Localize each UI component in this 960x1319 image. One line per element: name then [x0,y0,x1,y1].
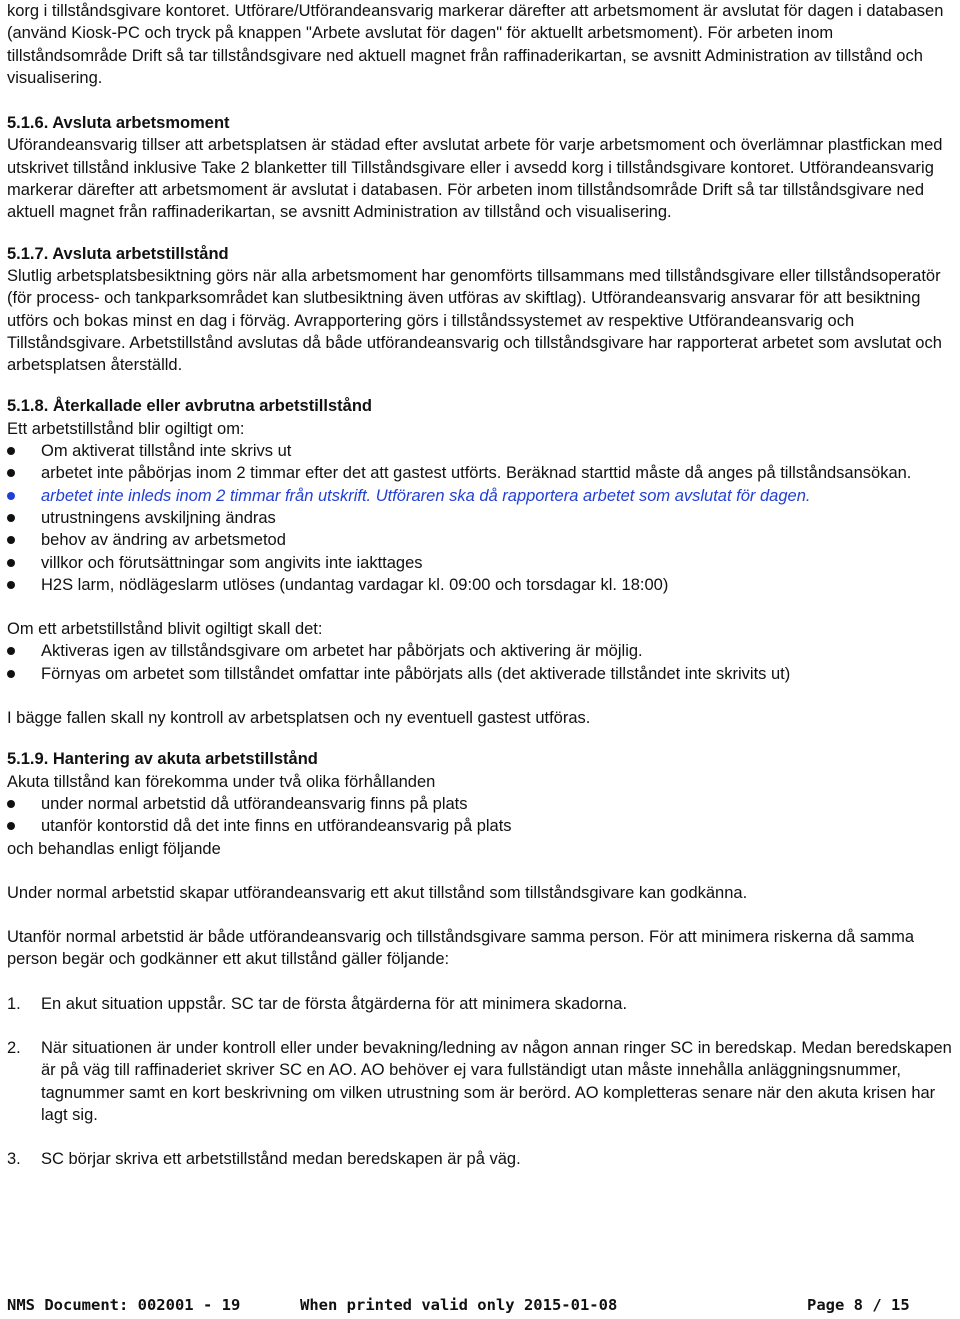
list-item: villkor och förutsättningar som angivits inte iakttages [7,552,957,574]
document-page [7,0,957,1170]
list-item: utanför kontorstid då det inte finns en utförandeansvarig på plats [7,815,957,837]
section-lead-519: Akuta tillstånd kan förekomma under två olika förhållanden [7,772,436,791]
section-lead2-518: Om ett arbetstillstånd blivit ogiltigt skall det: [7,620,323,639]
acute-steps-list [7,993,957,1171]
list-item: Förnyas om arbetet som tillståndet omfattar inte påbörjats alls (det aktiverade tillståndet inte skrivits ut) [7,663,957,685]
item-text: SC börjar skriva ett arbetstillstånd medan beredskapen är på väg. [41,1150,521,1169]
footer-document-id: NMS Document: 002001 - 19 [7,1296,241,1314]
list-item: Om aktiverat tillstånd inte skrivs ut [7,440,957,462]
section-closing-518: I bägge fallen skall ny kontroll av arbetsplatsen och ny eventuell gastest utföras. [7,709,591,728]
section-body-516: Uförandeansvarig tillser att arbetsplatsen är städad efter avslutat arbete för varje arbetsmoment och överlämnar plastfickan med utskrivet tillstånd inklusive Take 2 blanketter till Tillståndsgivare eller i avsedd korg i tillståndsgivare kontoret. Utförandeansvarig markerar därefter att arbetsmoment är avslutat i databasen. För arbeten inom tillståndsområde Drift så tar tillståndsgivare ned aktuell magnet från raffinaderikartan, se avsnitt Administration av tillstånd och visualisering. [7,136,943,222]
list-item: behov av ändring av arbetsmetod [7,529,957,551]
section-heading-518: 5.1.8. Återkallade eller avbrutna arbetstillstånd [7,397,372,416]
intro-paragraph: korg i tillståndsgivare kontoret. Utförare/Utförandeansvarig markerar därefter att arbetsmoment är avslutat för dagen i databasen (använd Kiosk-PC och tryck på knappen "Arbete avslutat för dagen" för aktuellt arbetsmoment). För arbeten inom tillståndsområde Drift så tar tillståndsgivare ned aktuell magnet från raffinaderikartan, se avsnitt Administration av tillstånd och visualisering. [7,2,944,87]
footer-page-number: Page 8 / 15 [807,1296,910,1314]
numbered-item [7,1148,957,1170]
list-item: Aktiveras igen av tillståndsgivare om arbetet har påbörjats och aktivering är möjlig. [7,640,957,662]
invalid-actions-list [7,640,957,685]
section-p2-519: Utanför normal arbetstid är både utförandeansvarig och tillståndsgivare samma person. För att minimera riskerna då samma person begär och godkänner ett akut tillstånd gäller följande: [7,928,914,969]
section-p1-519: Under normal arbetstid skapar utförandeansvarig ett akut tillstånd som tillståndsgivare kan godkänna. [7,883,748,902]
list-item: utrustningens avskiljning ändras [7,507,957,529]
section-heading-516: 5.1.6. Avsluta arbetsmoment [7,114,230,133]
section-after-519: och behandlas enligt följande [7,839,221,858]
list-item-highlighted: arbetet inte inleds inom 2 timmar från utskrift. Utföraren ska då rapportera arbetet som avslutat för dagen. [7,485,957,507]
section-heading-517: 5.1.7. Avsluta arbetstillstånd [7,244,229,263]
section-heading-519: 5.1.9. Hantering av akuta arbetstillstånd [7,750,318,769]
numbered-item [7,1037,957,1126]
footer-print-validity: When printed valid only 2015-01-08 [300,1296,618,1314]
list-item: H2S larm, nödlägeslarm utlöses (undantag vardagar kl. 09:00 och torsdagar kl. 18:00) [7,574,957,596]
section-lead-518: Ett arbetstillstånd blir ogiltigt om: [7,419,245,438]
item-text: När situationen är under kontroll eller under bevakning/ledning av någon annan ringer SC in beredskap. Medan beredskapen är på väg till raffinaderiet skriver SC en AO. AO behöver ej vara fullständigt utan måste innehålla anläggningsnummer, tagnummer samt en kort beskrivning om vilken utrustning som är berörd. AO kompletteras senare när den akuta krisen har lagt sig. [41,1038,952,1124]
item-text: En akut situation uppstår. SC tar de första åtgärderna för att minimera skadorna. [41,994,628,1013]
list-item: arbetet inte påbörjas inom 2 timmar efter det att gastest utförts. Beräknad starttid måste då anges på tillståndsansökan. [7,462,957,484]
item-number: 1. [7,994,21,1013]
acute-conditions-list [7,793,957,838]
item-number: 2. [7,1038,21,1057]
item-number: 3. [7,1150,21,1169]
invalid-conditions-list [7,440,957,596]
section-body-517: Slutlig arbetsplatsbesiktning görs när alla arbetsmoment har genomförts tillsammans med tillståndsgivare eller tillståndsoperatör (för process- och tankparksområdet kan slutbesiktning även utföras av skiftlag). Utförandeansvarig ansvarar för att besiktning utförs och bokas minst en dag i förväg. Avrapportering görs i tillståndssystemet av respektive Utförandeansvarig och Tillståndsgivare. Arbetstillstånd avslutas då både utförandeansvarig och tillståndsgivare har rapporterat arbetet som avslutat och arbetsplatsen återställd. [7,266,942,375]
numbered-item [7,993,957,1015]
list-item: under normal arbetstid då utförandeansvarig finns på plats [7,793,957,815]
